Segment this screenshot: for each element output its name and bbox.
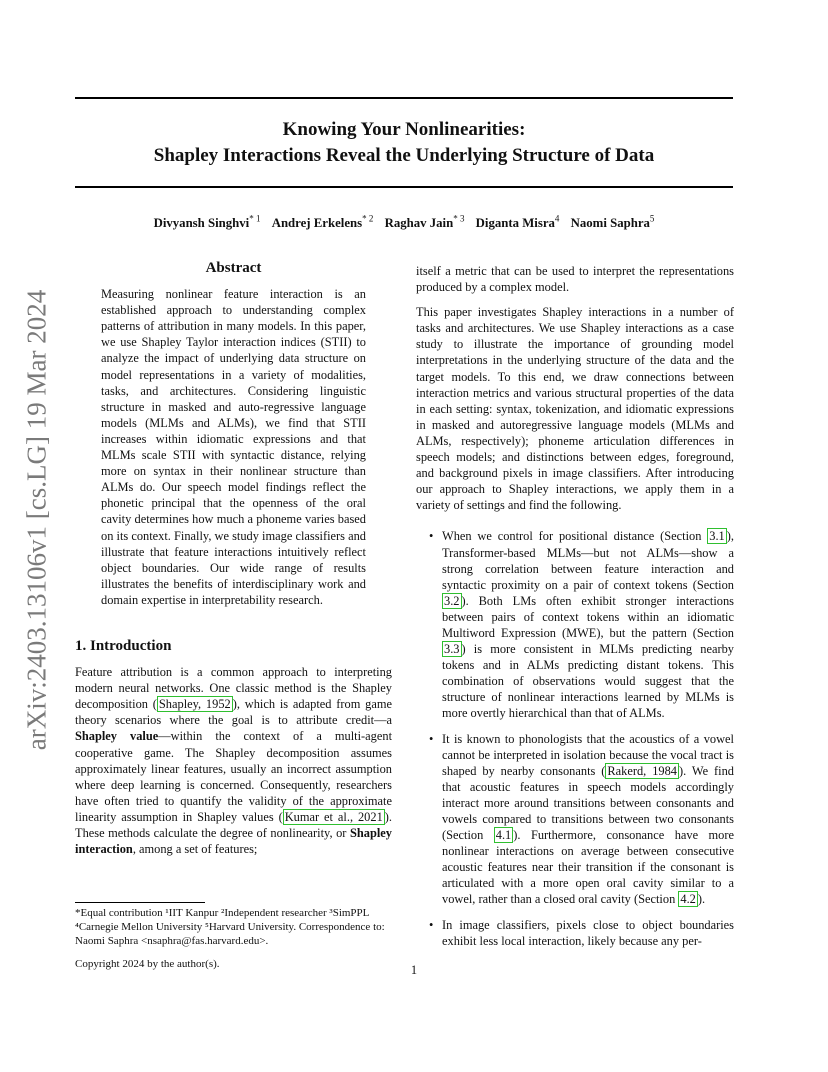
title-line-1: Knowing Your Nonlinearities: — [282, 119, 526, 140]
page-number: 1 — [410, 963, 418, 977]
list-item: • When we control for positional distance (Section 3.1 ), Transformer-based MLMs—but not ALMs—show a strong correlation between feature interaction and syntactic proximity on a pair of context tokens (Section 3.2 ). Both LMs often exhibit stronger interactions between pairs of context tokens within an idiomatic Multiword Expression (MWE), but the pattern (Section 3.3 ) is more consistent in MLMs predicting nearby tokens and in ALMs predicting distant tokens. This combination of observations would suggest that the structure of nonlinear interactions learned by MLMs is more overtly hierarchical than that of ALMs. — [442, 528, 734, 721]
citation-link[interactable]: Rakerd, 1984 — [607, 763, 677, 778]
abstract-text: Measuring nonlinear feature interaction is an established approach to understanding complex patterns of attribution in many models. In this paper, we use Shapley Taylor interaction indices (STII) to analyze the impact of underlying data structure on model representations in a variety of modalities, tasks, and architectures. Considering linguistic structure in masked and auto-regressive language models (MLMs and ALMs), we find that STII increases within idiomatic expressions and that MLMs scale STII with syntactic distance, relying more on syntax in their nonlinear structure than ALMs do. Our speech model findings reflect the phonetic principal that the openness of the oral cavity determines how much a phoneme varies based on its context. Finally, we study image classifiers and illustrate that feature interactions intuitively reflect object boundaries. Our wide range of results illustrates the benefits of interdisciplinary work and domain expertise in interpretability research. — [101, 287, 366, 607]
section-heading-introduction: 1. Introduction — [75, 637, 172, 654]
list-item: • In image classifiers, pixels close to object boundaries exhibit less local interaction, likely because any per- — [442, 917, 734, 949]
paragraph: This paper investigates Shapley interactions in a number of tasks and architectures. We use Shapley interactions as a case study to illustrate the importance of grounding model interpretations in the underlying structure of the data and the target models. To this end, we draw connections between interaction metrics and various structural properties of the data in each setting: syntax, tokenization, and idiomatic expressions in masked and autoregressive language models (MLMs and ALMs, respectively); phoneme articulation differences in speech models; and distinctions between edges, foreground, and background pixels in image classifiers. After introducing our approach to Shapley interactions, we apply them in a variety of settings and find the following. — [416, 305, 734, 513]
copyright-notice: Copyright 2024 by the author(s). — [75, 958, 220, 970]
footnote-text: *Equal contribution ¹IIT Kanpur ²Independent researcher ³SimPPL ⁴Carnegie Mellon University ⁵Harvard University. Correspondence to: Naomi Saphra <nsaphra@fas.harvard.edu>. — [75, 907, 385, 947]
right-column — [416, 263, 734, 958]
paragraph: itself a metric that can be used to interpret the representations produced by a complex model. — [416, 264, 734, 295]
citation-link[interactable]: Kumar et al., 2021 — [284, 809, 383, 824]
author: Raghav Jain$^{* 3}$ — [384, 214, 465, 231]
list-item: • It is known to phonologists that the acoustics of a vowel cannot be interpreted in isolation because the vocal tract is shaped by nearby consonants ( Rakerd, 1984 ). We find that acoustic features in speech models accordingly interact more around transitions between consonants and vowels compared to transitions between two consonants (Section 4.1 ). Furthermore, consonance have more nonlinear interactions on average between consecutive acoustic features near their transition if the consonant is articulated with a more open oral cavity similar to a vowel, rather than a closed oral cavity (Section 4.2 ). — [442, 731, 734, 908]
findings-list — [416, 528, 734, 948]
author: Andrej Erkelens$^{* 2}$ — [271, 214, 374, 231]
intro-paragraph: Feature attribution is a common approach to interpreting modern neural networks. One classic method is the Shapley decomposition ( Shapley, 1952 ), which is adapted from game theory scenarios where the goal is to attribute credit—a Shapley value—within the context of a multi-agent cooperative game. The Shapley decomposition assumes approximately linear features, usually an incorrect assumption where deep learning is concerned. Consequently, researchers have often tried to quantify the validity of the approximate linearity assumption in Shapley values ( Kumar et al., 2021 ). These methods calculate the degree of nonlinearity, or Shapley interaction, among a set of features; — [75, 665, 393, 857]
author: Divyansh Singhvi$^{* 1}$ — [153, 214, 261, 231]
author: Naomi Saphra$^5$ — [570, 214, 655, 231]
section-link[interactable]: 4.1 — [495, 828, 512, 843]
section-link[interactable]: 3.3 — [444, 642, 460, 657]
citation-link[interactable]: Shapley, 1952 — [158, 697, 231, 712]
section-link[interactable]: 4.2 — [680, 892, 696, 907]
footnote-rule — [75, 902, 205, 903]
abstract-heading: Abstract — [205, 260, 262, 276]
section-link[interactable]: 3.2 — [444, 593, 460, 608]
author: Diganta Misra$^4$ — [475, 214, 560, 231]
arxiv-stamp: arXiv:2403.13106v1 [cs.LG] 19 Mar 2024 — [21, 289, 52, 751]
section-link[interactable]: 3.1 — [709, 529, 725, 544]
left-column — [75, 260, 392, 866]
footnote — [75, 902, 392, 948]
top-rule — [75, 97, 733, 99]
paper-title — [75, 117, 733, 169]
title-line-2: Shapley Interactions Reveal the Underlying Structure of Data — [153, 145, 655, 166]
author-list — [75, 214, 733, 231]
bottom-title-rule — [75, 186, 733, 188]
